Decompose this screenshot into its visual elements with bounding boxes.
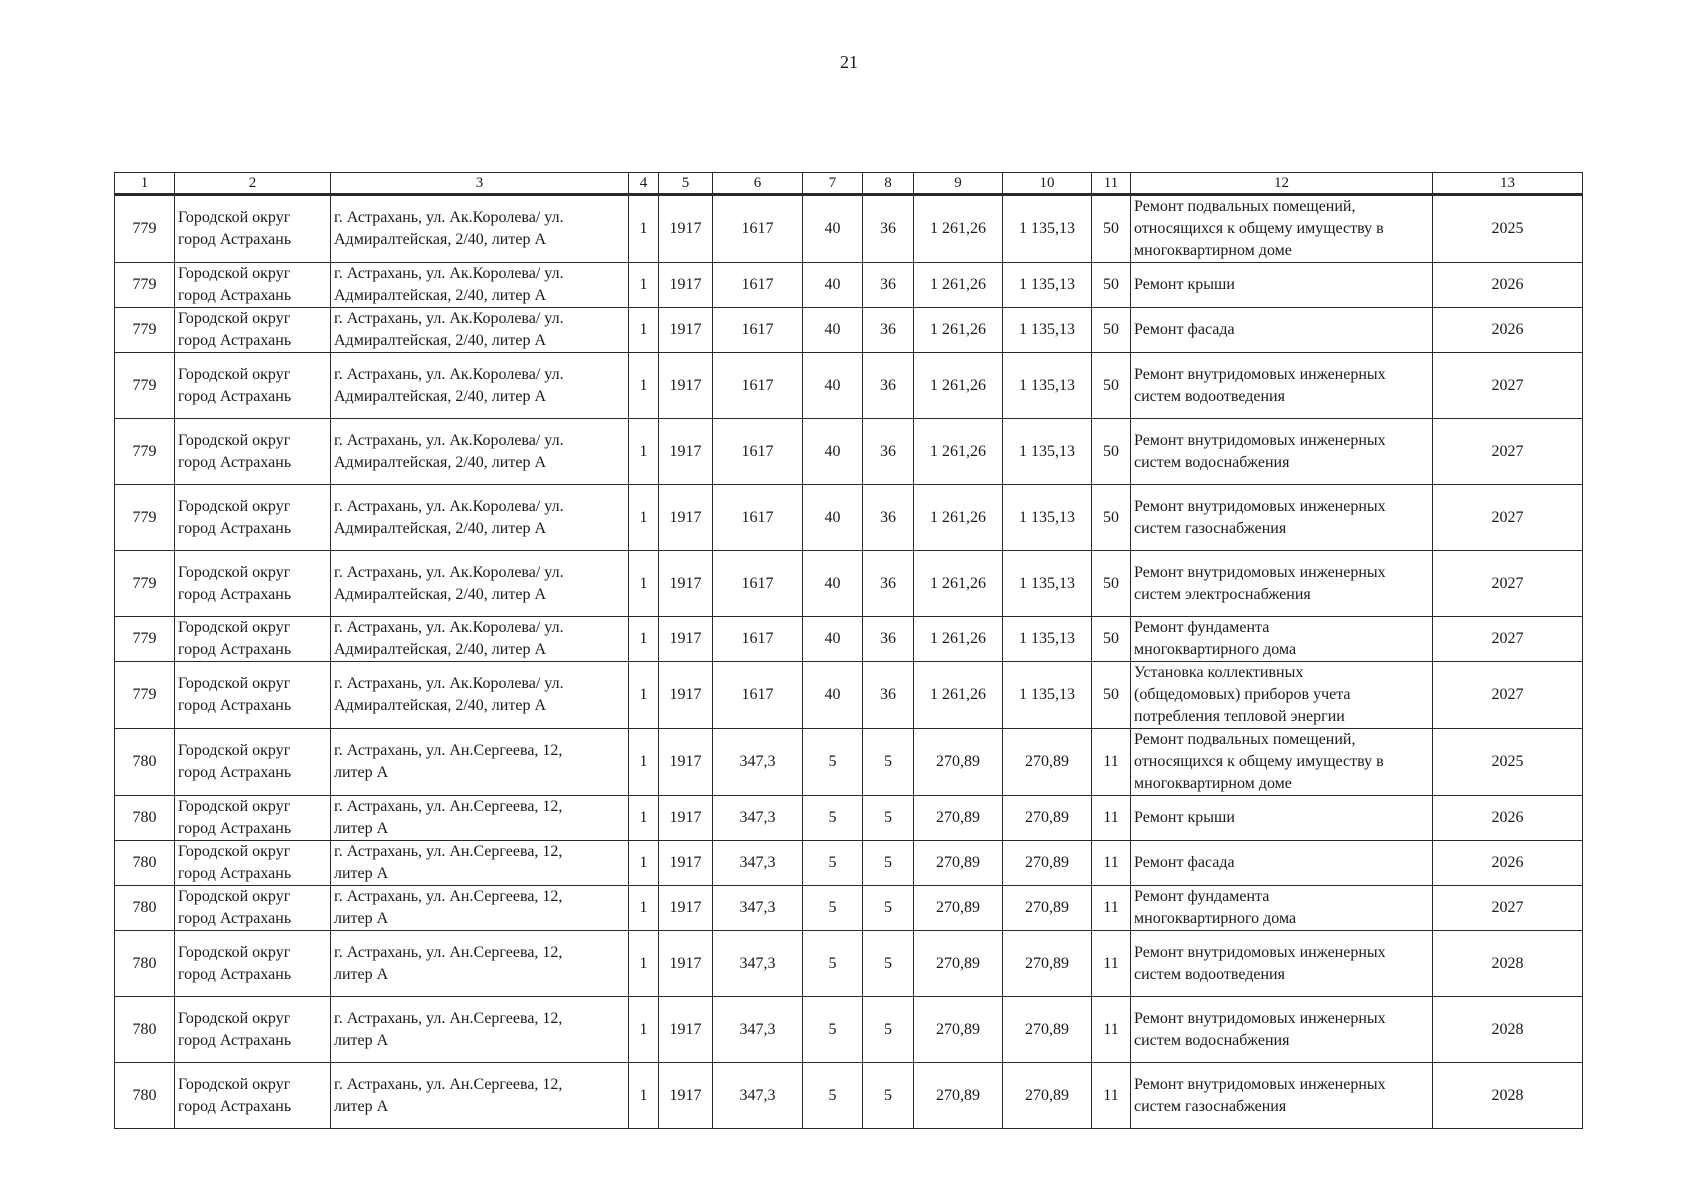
table-cell: Ремонт крыши: [1131, 796, 1433, 841]
table-cell: Ремонт внутридомовых инженерных систем водоотведения: [1131, 931, 1433, 997]
column-number: 3: [331, 173, 629, 195]
table-row: [115, 617, 1583, 662]
table-cell: 1 135,13: [1003, 419, 1092, 485]
table-cell: 1917: [659, 353, 713, 419]
table-cell: Городской округ город Астрахань: [175, 1063, 331, 1129]
table-cell: 270,89: [1003, 931, 1092, 997]
table-cell: Ремонт внутридомовых инженерных систем водоотведения: [1131, 353, 1433, 419]
table-cell: 2026: [1433, 841, 1583, 886]
table-cell: 779: [115, 617, 175, 662]
table-cell: 1 135,13: [1003, 263, 1092, 308]
table-row: [115, 1063, 1583, 1129]
table-cell: Городской округ город Астрахань: [175, 886, 331, 931]
table-cell: 2026: [1433, 263, 1583, 308]
table-row: [115, 841, 1583, 886]
table-cell: г. Астрахань, ул. Ак.Королева/ ул. Адмиралтейская, 2/40, литер А: [331, 263, 629, 308]
table-cell: 5: [863, 886, 914, 931]
table-cell: 11: [1092, 931, 1131, 997]
capital-repair-table: [114, 172, 1583, 1129]
table-cell: 1917: [659, 308, 713, 353]
table-cell: 36: [863, 308, 914, 353]
table-cell: Городской округ город Астрахань: [175, 353, 331, 419]
table-cell: 5: [803, 729, 863, 796]
table-cell: 1 261,26: [914, 195, 1003, 263]
table-row: [115, 485, 1583, 551]
table-cell: 780: [115, 997, 175, 1063]
table-row: [115, 419, 1583, 485]
table-cell: 40: [803, 551, 863, 617]
table-cell: Ремонт фасада: [1131, 841, 1433, 886]
table-cell: 1 261,26: [914, 263, 1003, 308]
table-cell: 779: [115, 353, 175, 419]
table-cell: 779: [115, 662, 175, 729]
table-cell: 1 261,26: [914, 353, 1003, 419]
table-cell: 347,3: [713, 841, 803, 886]
table-cell: 2028: [1433, 997, 1583, 1063]
table-cell: 2028: [1433, 1063, 1583, 1129]
table-cell: 1 135,13: [1003, 195, 1092, 263]
table-cell: 1 261,26: [914, 485, 1003, 551]
table-cell: 1: [629, 841, 659, 886]
table-cell: Городской округ город Астрахань: [175, 263, 331, 308]
table-cell: 2025: [1433, 729, 1583, 796]
table-cell: 5: [863, 729, 914, 796]
table-cell: 1 261,26: [914, 419, 1003, 485]
table-cell: 270,89: [914, 729, 1003, 796]
table-row: [115, 263, 1583, 308]
table-row: [115, 931, 1583, 997]
table-row: [115, 796, 1583, 841]
table-cell: 36: [863, 617, 914, 662]
table-cell: 270,89: [1003, 997, 1092, 1063]
table-cell: 5: [803, 796, 863, 841]
table-cell: 2027: [1433, 353, 1583, 419]
table-row: [115, 551, 1583, 617]
table-cell: г. Астрахань, ул. Ак.Королева/ ул. Адмиралтейская, 2/40, литер А: [331, 551, 629, 617]
table-cell: 40: [803, 485, 863, 551]
table-cell: 5: [863, 796, 914, 841]
table-cell: г. Астрахань, ул. Ан.Сергеева, 12, литер А: [331, 1063, 629, 1129]
table-cell: 1: [629, 617, 659, 662]
table-cell: 36: [863, 551, 914, 617]
table-cell: Ремонт фундамента многоквартирного дома: [1131, 617, 1433, 662]
table-cell: 1617: [713, 195, 803, 263]
table-cell: 2026: [1433, 796, 1583, 841]
table-cell: 1: [629, 997, 659, 1063]
table-cell: г. Астрахань, ул. Ак.Королева/ ул. Адмиралтейская, 2/40, литер А: [331, 617, 629, 662]
table-cell: 2027: [1433, 886, 1583, 931]
table-cell: 50: [1092, 353, 1131, 419]
table-cell: 270,89: [1003, 886, 1092, 931]
table-cell: 2027: [1433, 662, 1583, 729]
table-cell: 270,89: [914, 1063, 1003, 1129]
table-cell: 1917: [659, 886, 713, 931]
table-cell: г. Астрахань, ул. Ак.Королева/ ул. Адмиралтейская, 2/40, литер А: [331, 195, 629, 263]
table-cell: 1: [629, 308, 659, 353]
table-cell: 270,89: [914, 886, 1003, 931]
column-number: 7: [803, 173, 863, 195]
table-cell: Ремонт крыши: [1131, 263, 1433, 308]
table-cell: 2025: [1433, 195, 1583, 263]
table-cell: 1: [629, 195, 659, 263]
column-number: 10: [1003, 173, 1092, 195]
table-cell: 270,89: [1003, 841, 1092, 886]
table-cell: г. Астрахань, ул. Ан.Сергеева, 12, литер А: [331, 796, 629, 841]
table-cell: 1 135,13: [1003, 353, 1092, 419]
table-cell: 40: [803, 353, 863, 419]
table-cell: Ремонт внутридомовых инженерных систем электроснабжения: [1131, 551, 1433, 617]
table-cell: 1917: [659, 729, 713, 796]
table-cell: г. Астрахань, ул. Ак.Королева/ ул. Адмиралтейская, 2/40, литер А: [331, 662, 629, 729]
table-cell: 780: [115, 796, 175, 841]
table-cell: 5: [863, 997, 914, 1063]
table-cell: 1617: [713, 662, 803, 729]
table-cell: Городской округ город Астрахань: [175, 308, 331, 353]
table-cell: 1 261,26: [914, 617, 1003, 662]
table-cell: 1917: [659, 1063, 713, 1129]
table-cell: 2027: [1433, 485, 1583, 551]
table-cell: 780: [115, 841, 175, 886]
table-cell: 1: [629, 1063, 659, 1129]
table-cell: 270,89: [914, 841, 1003, 886]
table-cell: Городской округ город Астрахань: [175, 662, 331, 729]
table-cell: Установка коллективных (общедомовых) приборов учета потребления тепловой энергии: [1131, 662, 1433, 729]
table-cell: Городской округ город Астрахань: [175, 931, 331, 997]
table-cell: 1917: [659, 997, 713, 1063]
table-cell: 1617: [713, 419, 803, 485]
table-cell: 779: [115, 419, 175, 485]
table-cell: 780: [115, 886, 175, 931]
table-cell: 1: [629, 419, 659, 485]
table-cell: 2027: [1433, 551, 1583, 617]
table-cell: Ремонт фасада: [1131, 308, 1433, 353]
table-cell: 1: [629, 263, 659, 308]
table-cell: Городской округ город Астрахань: [175, 551, 331, 617]
table-cell: 1617: [713, 353, 803, 419]
table-cell: 36: [863, 263, 914, 308]
column-number: 4: [629, 173, 659, 195]
table-cell: 1 135,13: [1003, 485, 1092, 551]
table-cell: 1617: [713, 551, 803, 617]
table-cell: 5: [863, 841, 914, 886]
column-number: 13: [1433, 173, 1583, 195]
table-cell: 11: [1092, 886, 1131, 931]
table-cell: г. Астрахань, ул. Ак.Королева/ ул. Адмиралтейская, 2/40, литер А: [331, 353, 629, 419]
table-cell: 36: [863, 485, 914, 551]
table-row: [115, 662, 1583, 729]
table-cell: 11: [1092, 729, 1131, 796]
table-cell: 347,3: [713, 796, 803, 841]
table-cell: 1917: [659, 419, 713, 485]
table-cell: 5: [863, 931, 914, 997]
table-cell: 1: [629, 353, 659, 419]
table-cell: 5: [803, 997, 863, 1063]
table-cell: г. Астрахань, ул. Ан.Сергеева, 12, литер А: [331, 841, 629, 886]
table-cell: 1: [629, 551, 659, 617]
table-cell: 1917: [659, 662, 713, 729]
column-number: 9: [914, 173, 1003, 195]
table-cell: г. Астрахань, ул. Ак.Королева/ ул. Адмиралтейская, 2/40, литер А: [331, 419, 629, 485]
column-number: 12: [1131, 173, 1433, 195]
table-cell: 1917: [659, 485, 713, 551]
table-cell: 270,89: [1003, 796, 1092, 841]
table-cell: 779: [115, 551, 175, 617]
table-cell: 50: [1092, 662, 1131, 729]
table-cell: 11: [1092, 796, 1131, 841]
table-cell: 779: [115, 195, 175, 263]
table-cell: 1617: [713, 617, 803, 662]
table-cell: 1: [629, 931, 659, 997]
table-cell: Ремонт фундамента многоквартирного дома: [1131, 886, 1433, 931]
table-cell: 780: [115, 729, 175, 796]
table-cell: 1917: [659, 263, 713, 308]
table-cell: 5: [803, 886, 863, 931]
table-cell: Городской округ город Астрахань: [175, 796, 331, 841]
table-cell: Городской округ город Астрахань: [175, 617, 331, 662]
table-cell: 347,3: [713, 729, 803, 796]
table-cell: 347,3: [713, 997, 803, 1063]
table-cell: г. Астрахань, ул. Ан.Сергеева, 12, литер А: [331, 886, 629, 931]
table-cell: г. Астрахань, ул. Ак.Королева/ ул. Адмиралтейская, 2/40, литер А: [331, 485, 629, 551]
table-cell: 40: [803, 195, 863, 263]
table-row: [115, 886, 1583, 931]
table-cell: 50: [1092, 308, 1131, 353]
table-body: [115, 173, 1583, 1129]
table-cell: 779: [115, 485, 175, 551]
table-cell: Ремонт внутридомовых инженерных систем газоснабжения: [1131, 1063, 1433, 1129]
column-number: 5: [659, 173, 713, 195]
table-cell: 1 135,13: [1003, 308, 1092, 353]
table-cell: 1917: [659, 551, 713, 617]
table-cell: 36: [863, 419, 914, 485]
table-cell: 1: [629, 485, 659, 551]
table-cell: 50: [1092, 195, 1131, 263]
column-number: 2: [175, 173, 331, 195]
table-cell: Ремонт подвальных помещений, относящихся к общему имуществу в многоквартирном доме: [1131, 195, 1433, 263]
table-cell: 1617: [713, 308, 803, 353]
table-cell: 779: [115, 308, 175, 353]
table-cell: 270,89: [914, 796, 1003, 841]
table-cell: 50: [1092, 263, 1131, 308]
table-cell: 1 135,13: [1003, 617, 1092, 662]
table-cell: 50: [1092, 419, 1131, 485]
table-cell: 40: [803, 308, 863, 353]
table-cell: 2026: [1433, 308, 1583, 353]
table-cell: 11: [1092, 1063, 1131, 1129]
table-cell: 1: [629, 796, 659, 841]
table-cell: г. Астрахань, ул. Ан.Сергеева, 12, литер А: [331, 931, 629, 997]
table-cell: Городской округ город Астрахань: [175, 997, 331, 1063]
table-cell: г. Астрахань, ул. Ан.Сергеева, 12, литер А: [331, 729, 629, 796]
table-cell: 5: [803, 1063, 863, 1129]
table-cell: 1 135,13: [1003, 551, 1092, 617]
page-number: 21: [840, 52, 858, 72]
table-cell: 1917: [659, 195, 713, 263]
table-cell: 40: [803, 263, 863, 308]
table-cell: Городской округ город Астрахань: [175, 419, 331, 485]
table-cell: Ремонт внутридомовых инженерных систем водоснабжения: [1131, 419, 1433, 485]
table-cell: 1917: [659, 841, 713, 886]
table-cell: 50: [1092, 485, 1131, 551]
column-number: 6: [713, 173, 803, 195]
table-cell: Городской округ город Астрахань: [175, 485, 331, 551]
table-cell: 347,3: [713, 1063, 803, 1129]
table-cell: 36: [863, 662, 914, 729]
table-row: [115, 353, 1583, 419]
table-cell: 1: [629, 729, 659, 796]
column-number: 1: [115, 173, 175, 195]
table-cell: 50: [1092, 617, 1131, 662]
table-cell: Ремонт подвальных помещений, относящихся к общему имуществу в многоквартирном доме: [1131, 729, 1433, 796]
table-cell: 1917: [659, 931, 713, 997]
table-cell: 1 261,26: [914, 551, 1003, 617]
table-cell: 2028: [1433, 931, 1583, 997]
table-cell: 5: [863, 1063, 914, 1129]
table-cell: 1917: [659, 617, 713, 662]
column-number: 11: [1092, 173, 1131, 195]
table-cell: 780: [115, 1063, 175, 1129]
table-cell: 40: [803, 662, 863, 729]
table-cell: Городской округ город Астрахань: [175, 841, 331, 886]
column-number: 8: [863, 173, 914, 195]
table-cell: 270,89: [914, 931, 1003, 997]
table-cell: г. Астрахань, ул. Ак.Королева/ ул. Адмиралтейская, 2/40, литер А: [331, 308, 629, 353]
table-cell: 5: [803, 931, 863, 997]
table-cell: 347,3: [713, 886, 803, 931]
table-cell: Ремонт внутридомовых инженерных систем газоснабжения: [1131, 485, 1433, 551]
table-cell: г. Астрахань, ул. Ан.Сергеева, 12, литер А: [331, 997, 629, 1063]
table-row: [115, 729, 1583, 796]
table-cell: 779: [115, 263, 175, 308]
table-cell: 11: [1092, 997, 1131, 1063]
table-cell: 347,3: [713, 931, 803, 997]
table-cell: Городской округ город Астрахань: [175, 729, 331, 796]
table-cell: 1: [629, 662, 659, 729]
table-cell: 2027: [1433, 617, 1583, 662]
table-cell: 270,89: [1003, 1063, 1092, 1129]
table-cell: 780: [115, 931, 175, 997]
table-cell: 1 261,26: [914, 308, 1003, 353]
table-cell: 270,89: [914, 997, 1003, 1063]
table-cell: 40: [803, 617, 863, 662]
table-cell: 50: [1092, 551, 1131, 617]
table-cell: 2027: [1433, 419, 1583, 485]
table-cell: 1 261,26: [914, 662, 1003, 729]
table-cell: 1: [629, 886, 659, 931]
table-cell: 11: [1092, 841, 1131, 886]
table-cell: 270,89: [1003, 729, 1092, 796]
column-number-row: [115, 173, 1583, 195]
table-row: [115, 308, 1583, 353]
table-row: [115, 997, 1583, 1063]
table-cell: 1617: [713, 485, 803, 551]
table-cell: Городской округ город Астрахань: [175, 195, 331, 263]
table-cell: 1 135,13: [1003, 662, 1092, 729]
table-cell: 5: [803, 841, 863, 886]
table-cell: 40: [803, 419, 863, 485]
table-cell: 1917: [659, 796, 713, 841]
table-cell: Ремонт внутридомовых инженерных систем водоснабжения: [1131, 997, 1433, 1063]
table-cell: 36: [863, 195, 914, 263]
table-cell: 36: [863, 353, 914, 419]
table-cell: 1617: [713, 263, 803, 308]
table-row: [115, 195, 1583, 263]
